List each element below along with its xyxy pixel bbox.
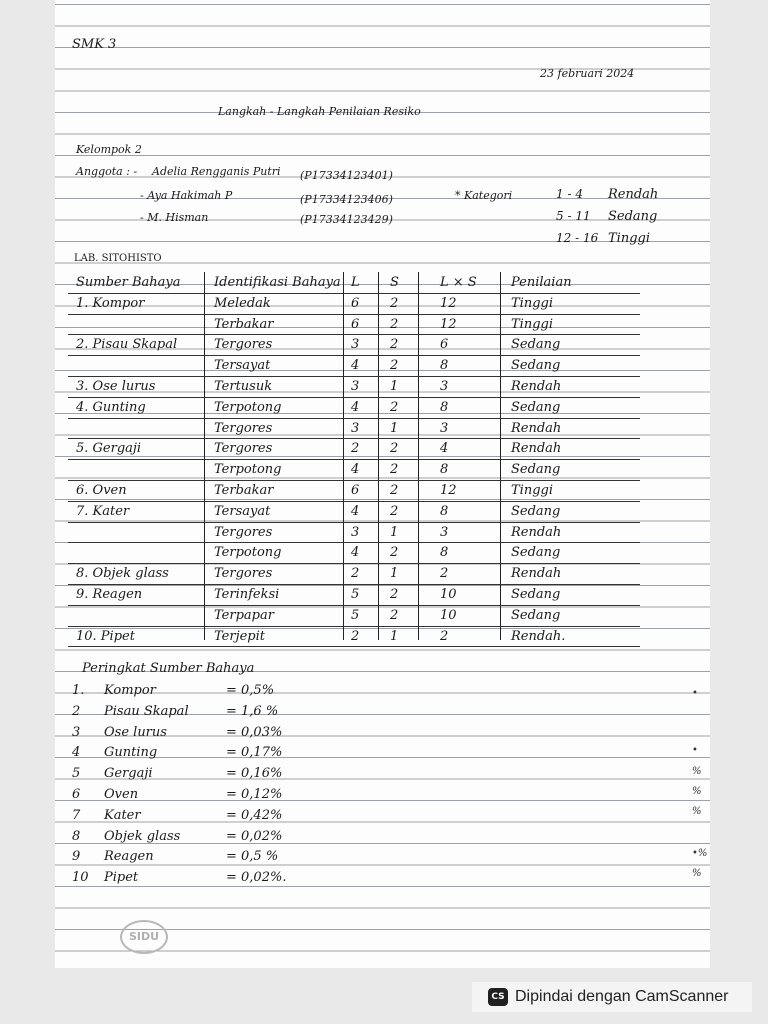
- cell-hazard: Tergores: [214, 566, 273, 582]
- table-row: [68, 459, 640, 480]
- cell-likelihood: 5: [351, 607, 360, 623]
- cell-rating: Sedang: [511, 337, 561, 353]
- level-name: Oven: [104, 787, 139, 802]
- level-value: = 0,12%: [226, 787, 283, 802]
- level-name: Kater: [104, 807, 141, 823]
- cell-rating: Rendah.: [511, 628, 566, 644]
- cell-severity: 2: [390, 483, 399, 498]
- cell-hazard: Terpotong: [214, 462, 282, 478]
- cell-source: 1. Kompor: [76, 295, 145, 311]
- level-number: 3: [72, 724, 81, 740]
- cell-hazard: Terpotong: [214, 545, 282, 561]
- cell-rating: Rendah: [511, 379, 562, 394]
- cell-severity: 2: [390, 607, 399, 623]
- table-row: [68, 418, 640, 439]
- cell-score: 8: [440, 358, 449, 374]
- header-likelihood: L: [351, 275, 360, 290]
- header-hazard: Identifikasi Bahaya: [214, 275, 341, 290]
- table-row: [68, 501, 640, 522]
- cell-score: 3: [440, 379, 449, 394]
- cell-severity: 2: [390, 503, 399, 519]
- cell-likelihood: 3: [351, 379, 360, 394]
- table-row: [68, 584, 640, 605]
- level-value: = 0,03%: [226, 724, 283, 740]
- cell-hazard: Tergores: [214, 441, 273, 457]
- cell-hazard: Terbakar: [214, 316, 274, 332]
- table-row: [68, 314, 640, 335]
- date: 23 februari 2024: [540, 67, 635, 80]
- cell-score: 3: [440, 420, 449, 436]
- header-source: Sumber Bahaya: [76, 275, 181, 290]
- category-range: 12 - 16: [556, 231, 599, 245]
- level-value: = 0,42%: [226, 807, 283, 823]
- cell-score: 8: [440, 503, 449, 519]
- level-name: Ose lurus: [104, 724, 167, 740]
- table-row: [68, 626, 640, 647]
- cell-source: 2. Pisau Skapal: [76, 337, 178, 353]
- cell-severity: 2: [390, 462, 399, 478]
- cell-hazard: Tersayat: [214, 503, 271, 519]
- cell-source: 3. Ose lurus: [76, 379, 156, 394]
- level-name: Objek glass: [104, 828, 181, 844]
- cell-score: 12: [440, 316, 457, 332]
- cell-source: 10. Pipet: [76, 628, 135, 644]
- cell-rating: Rendah: [511, 566, 562, 582]
- cell-score: 10: [440, 587, 457, 602]
- table-row: [68, 334, 640, 355]
- cell-hazard: Terpotong: [214, 399, 282, 415]
- cell-severity: 1: [390, 379, 399, 394]
- level-value: = 0,5 %: [226, 849, 279, 865]
- cell-rating: Rendah: [511, 441, 562, 457]
- cell-score: 8: [440, 462, 449, 478]
- cell-rating: Sedang: [511, 545, 561, 561]
- cell-likelihood: 6: [351, 316, 360, 332]
- table-row: [68, 355, 640, 376]
- cell-rating: Sedang: [511, 399, 561, 415]
- table-row: [68, 293, 640, 314]
- table-row: [68, 480, 640, 501]
- member-id: (P17334123406): [300, 193, 393, 206]
- level-number: 9: [72, 849, 81, 865]
- cell-score: 8: [440, 545, 449, 561]
- category-name: Tinggi: [608, 231, 651, 246]
- camscanner-footer: [472, 982, 752, 1012]
- cell-severity: 2: [390, 545, 399, 561]
- level-value: = 0,16%: [226, 766, 283, 782]
- cell-rating: Rendah: [511, 420, 562, 436]
- cell-rating: Tinggi: [511, 483, 554, 498]
- cell-hazard: Terbakar: [214, 483, 274, 498]
- cell-hazard: Tergores: [214, 337, 273, 353]
- header-severity: S: [390, 275, 399, 290]
- level-name: Pipet: [104, 870, 139, 886]
- table-row: [68, 563, 640, 584]
- cell-severity: 2: [390, 399, 399, 415]
- cell-severity: 2: [390, 316, 399, 332]
- cell-rating: Tinggi: [511, 316, 554, 332]
- level-name: Gunting: [104, 745, 158, 761]
- cell-score: 4: [440, 441, 449, 457]
- table-row: [68, 522, 640, 543]
- page-title: Langkah - Langkah Penilaian Resiko: [218, 105, 421, 118]
- cell-source: 6. Oven: [76, 483, 127, 498]
- level-value: = 1,6 %: [226, 703, 279, 719]
- level-name: Gergaji: [104, 766, 153, 782]
- risk-table: [68, 272, 640, 644]
- cell-score: 12: [440, 483, 457, 498]
- cell-likelihood: 3: [351, 337, 360, 353]
- stamp-logo: SIDU: [120, 920, 168, 954]
- level-number: 6: [72, 787, 81, 802]
- group-label: Kelompok 2: [76, 143, 142, 156]
- category-label: * Kategori: [455, 189, 513, 202]
- level-name: Kompor: [104, 683, 156, 698]
- category-range: 1 - 4: [556, 187, 583, 201]
- cell-severity: 2: [390, 587, 399, 602]
- cell-severity: 2: [390, 295, 399, 311]
- cell-hazard: Tergores: [214, 524, 273, 540]
- level-number: 5: [72, 766, 81, 782]
- cell-severity: 1: [390, 420, 399, 436]
- cell-rating: Rendah: [511, 524, 562, 540]
- cell-severity: 2: [390, 358, 399, 374]
- lab-label: LAB. SITOHISTO: [74, 253, 162, 264]
- cell-score: 12: [440, 295, 457, 311]
- cell-hazard: Tergores: [214, 420, 273, 436]
- cell-source: 4. Gunting: [76, 399, 146, 415]
- cell-likelihood: 4: [351, 399, 360, 415]
- cell-likelihood: 6: [351, 483, 360, 498]
- table-header-row: [68, 272, 640, 293]
- cell-score: 6: [440, 337, 449, 353]
- cell-hazard: Terpapar: [214, 607, 274, 623]
- level-number: 1.: [72, 683, 85, 698]
- member-name: - Aya Hakimah P: [140, 189, 233, 202]
- cell-hazard: Terjepit: [214, 628, 265, 644]
- table-row: [68, 605, 640, 626]
- cell-source: 9. Reagen: [76, 587, 143, 602]
- cell-likelihood: 2: [351, 566, 360, 582]
- cell-hazard: Terinfeksi: [214, 587, 280, 602]
- level-number: 7: [72, 807, 81, 823]
- cell-source: 5. Gergaji: [76, 441, 142, 457]
- level-value: = 0,02%: [226, 828, 283, 844]
- cell-score: 10: [440, 607, 457, 623]
- cell-score: 3: [440, 524, 449, 540]
- member-id: (P17334123429): [300, 213, 393, 226]
- cell-rating: Sedang: [511, 462, 561, 478]
- level-number: 2: [72, 703, 81, 719]
- level-name: Reagen: [104, 849, 154, 865]
- table-row: [68, 376, 640, 397]
- level-number: 8: [72, 828, 81, 844]
- level-number: 4: [72, 745, 81, 761]
- cell-severity: 1: [390, 566, 399, 582]
- cell-rating: Sedang: [511, 503, 561, 519]
- cell-likelihood: 4: [351, 358, 360, 374]
- school-label: SMK 3: [72, 37, 117, 52]
- cell-rating: Sedang: [511, 358, 561, 374]
- header-rating: Penilaian: [511, 275, 572, 290]
- table-row: [68, 542, 640, 563]
- cell-rating: Sedang: [511, 587, 561, 602]
- cell-likelihood: 4: [351, 545, 360, 561]
- cell-rating: Tinggi: [511, 295, 554, 311]
- cell-likelihood: 3: [351, 420, 360, 436]
- member-name: Adelia Rengganis Putri: [152, 165, 281, 178]
- member-name: - M. Hisman: [140, 211, 209, 224]
- level-value: = 0,17%: [226, 745, 283, 761]
- level-name: Pisau Skapal: [104, 703, 189, 719]
- category-range: 5 - 11: [556, 209, 591, 223]
- cell-likelihood: 3: [351, 524, 360, 540]
- cell-likelihood: 2: [351, 441, 360, 457]
- cell-rating: Sedang: [511, 607, 561, 623]
- category-name: Sedang: [608, 209, 658, 224]
- cell-hazard: Tersayat: [214, 358, 271, 374]
- cell-likelihood: 4: [351, 503, 360, 519]
- members-label: Anggota : -: [76, 165, 138, 178]
- category-name: Rendah: [608, 187, 659, 202]
- cell-score: 8: [440, 399, 449, 415]
- cell-likelihood: 2: [351, 628, 360, 644]
- cell-score: 2: [440, 628, 449, 644]
- cell-severity: 1: [390, 524, 399, 540]
- levels-title: Peringkat Sumber Bahaya: [82, 661, 255, 676]
- cell-severity: 1: [390, 628, 399, 644]
- cell-hazard: Meledak: [214, 295, 271, 311]
- cell-hazard: Tertusuk: [214, 379, 273, 394]
- cell-severity: 2: [390, 337, 399, 353]
- camscanner-logo-icon: CS: [488, 988, 508, 1006]
- cell-source: 7. Kater: [76, 503, 130, 519]
- cell-likelihood: 5: [351, 587, 360, 602]
- table-row: [68, 397, 640, 418]
- cell-likelihood: 4: [351, 462, 360, 478]
- level-number: 10: [72, 870, 89, 886]
- cell-severity: 2: [390, 441, 399, 457]
- level-value: = 0,5%: [226, 683, 275, 698]
- member-id: (P17334123401): [300, 169, 393, 182]
- level-value: = 0,02%.: [226, 870, 287, 886]
- cell-likelihood: 6: [351, 295, 360, 311]
- cell-score: 2: [440, 566, 449, 582]
- cell-source: 8. Objek glass: [76, 566, 169, 582]
- table-row: [68, 438, 640, 459]
- camscanner-text: Dipindai dengan CamScanner: [515, 988, 729, 1005]
- header-score: L × S: [440, 275, 477, 290]
